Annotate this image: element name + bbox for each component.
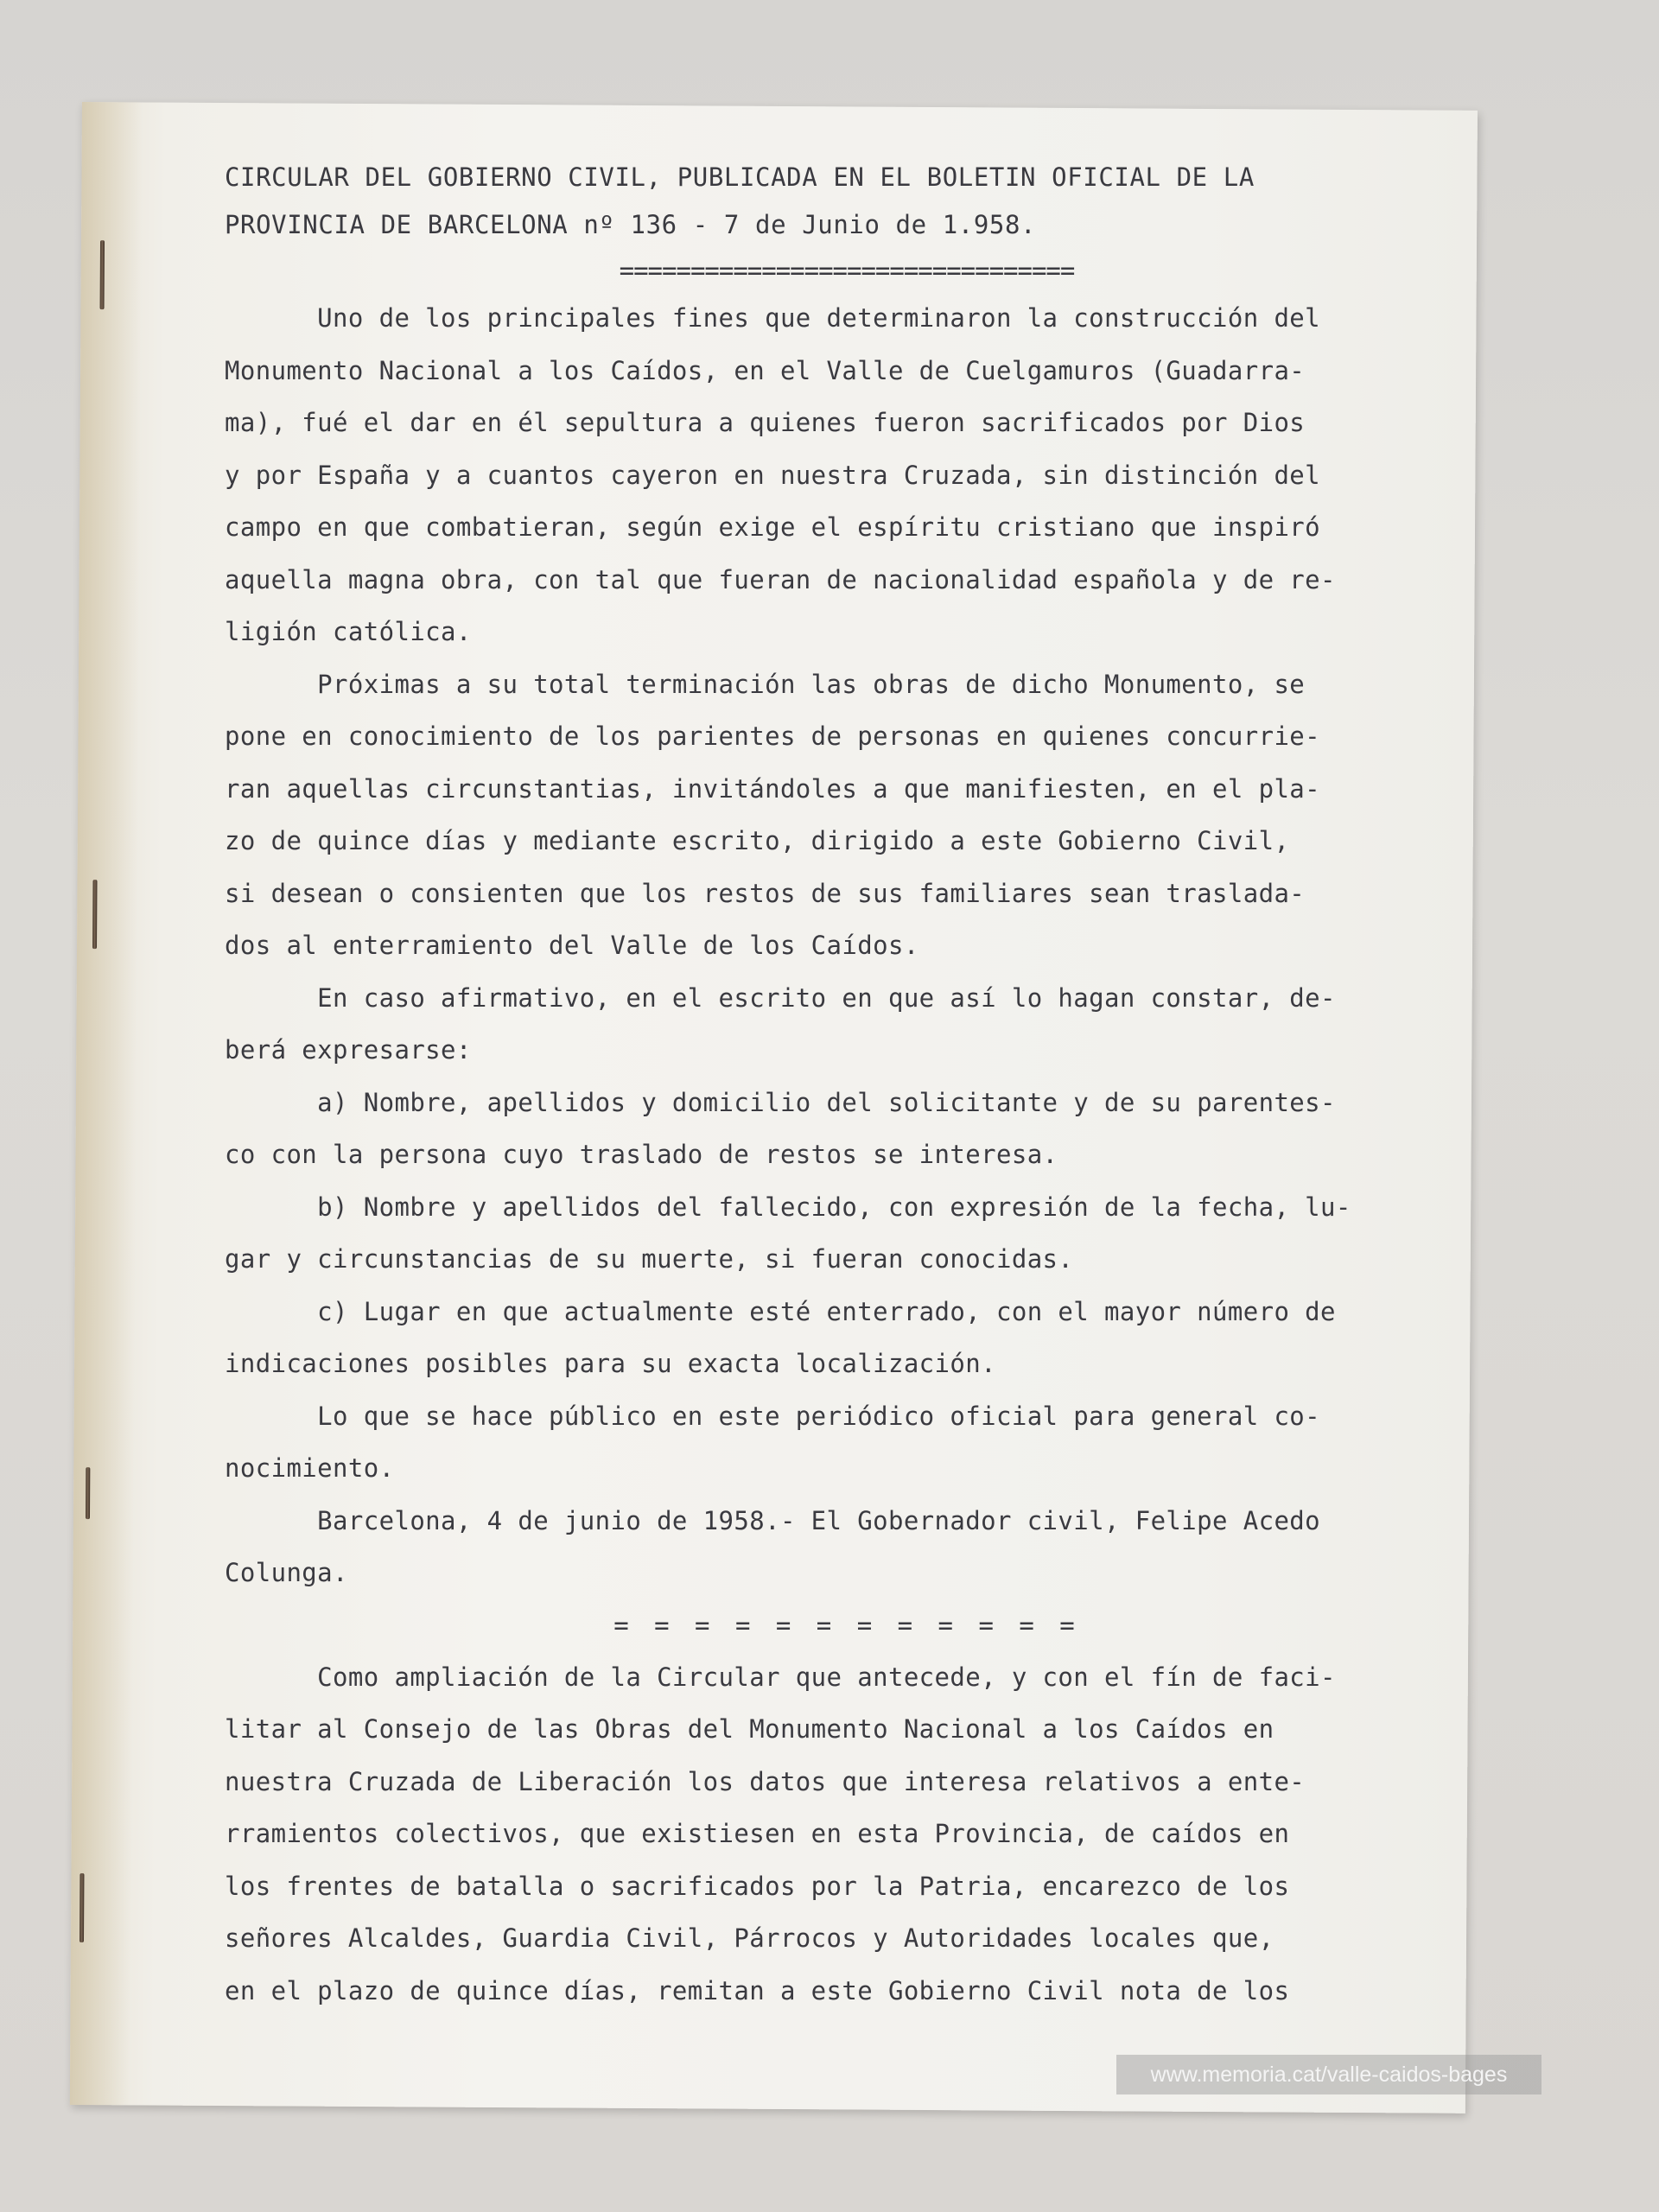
text-line: nuestra Cruzada de Liberación los datos que interesa relativos a ente- — [225, 1766, 1306, 1796]
text-line: ligión católica. — [225, 617, 472, 646]
text-line: nocimiento. — [225, 1453, 395, 1483]
paragraph — [225, 972, 1469, 1077]
paragraph — [225, 658, 1469, 972]
text-line: dos al enterramiento del Valle de los Caídos. — [225, 931, 919, 960]
paragraph — [225, 1651, 1469, 2018]
text-line: y por España y a cuantos cayeron en nuestra Cruzada, sin distinción del — [225, 460, 1321, 490]
paragraph — [225, 1390, 1469, 1495]
text-line: gar y circunstancias de su muerte, si fueran conocidas. — [225, 1244, 1074, 1274]
text-line: b) Nombre y apellidos del fallecido, con expresión de la fecha, lu- — [225, 1192, 1351, 1222]
source-watermark: www.memoria.cat/valle-caidos-bages — [1116, 2055, 1541, 2094]
paragraph — [225, 1495, 1469, 1599]
divider-rule: ================================ — [619, 256, 1075, 285]
text-line: co con la persona cuyo traslado de restos se interesa. — [225, 1140, 1058, 1169]
text-line: pone en conocimiento de los parientes de personas en quienes concurrie- — [225, 721, 1321, 751]
title-line: PROVINCIA DE BARCELONA nº 136 - 7 de Junio de 1.958. — [225, 210, 1037, 239]
staple — [86, 1467, 90, 1519]
text-line: ma), fué el dar en él sepultura a quienes fueron sacrificados por Dios — [225, 408, 1306, 437]
text-line: Monumento Nacional a los Caídos, en el Valle de Cuelgamuros (Guadarra- — [225, 355, 1306, 385]
divider-rule: = = = = = = = = = = = = — [613, 1610, 1080, 1640]
text-line: Próximas a su total terminación las obras de dicho Monumento, se — [225, 669, 1306, 699]
text-line: litar al Consejo de las Obras del Monumento Nacional a los Caídos en — [225, 1714, 1274, 1744]
paragraph — [225, 292, 1469, 658]
text-line: ran aquellas circunstantias, invitándoles a que manifiesten, en el pla- — [225, 773, 1321, 804]
text-line: Colunga. — [225, 1558, 348, 1587]
text-line: En caso afirmativo, en el escrito en que así lo hagan constar, de- — [225, 982, 1336, 1013]
staple — [79, 1873, 84, 1942]
document-text — [225, 154, 1469, 2017]
text-line: c) Lugar en que actualmente esté enterrado, con el mayor número de — [225, 1296, 1336, 1326]
text-line: los frentes de batalla o sacrificados por la Patria, encarezco de los — [225, 1871, 1290, 1901]
paragraph — [225, 1286, 1469, 1390]
title-line: CIRCULAR DEL GOBIERNO CIVIL, PUBLICADA EN EL BOLETIN OFICIAL DE LA — [225, 162, 1255, 192]
paragraph — [225, 1077, 1469, 1181]
text-line: a) Nombre, apellidos y domicilio del solicitante y de su parentes- — [225, 1087, 1336, 1117]
text-line: Como ampliación de la Circular que antecede, y con el fín de faci- — [225, 1662, 1336, 1692]
text-line: Lo que se hace público en este periódico oficial para general co- — [225, 1401, 1321, 1431]
paragraph — [225, 1181, 1469, 1286]
text-line: Uno de los principales fines que determinaron la construcción del — [225, 303, 1321, 333]
staple — [100, 240, 105, 309]
text-line: señores Alcaldes, Guardia Civil, Párrocos y Autoridades locales que, — [225, 1923, 1274, 1953]
text-line: berá expresarse: — [225, 1035, 472, 1065]
text-line: zo de quince días y mediante escrito, dirigido a este Gobierno Civil, — [225, 826, 1290, 855]
text-line: aquella magna obra, con tal que fueran de nacionalidad española y de re- — [225, 564, 1336, 594]
body-paragraphs-continued — [225, 1651, 1469, 2018]
text-line: campo en que combatieran, según exige el espíritu cristiano que inspiró — [225, 512, 1321, 542]
body-paragraphs — [225, 292, 1469, 1599]
text-line: en el plazo de quince días, remitan a este Gobierno Civil nota de los — [225, 1975, 1290, 2005]
text-line: si desean o consienten que los restos de sus familiares sean traslada- — [225, 878, 1306, 908]
staple — [92, 880, 97, 949]
text-line: indicaciones posibles para su exacta localización. — [225, 1349, 996, 1378]
text-line: rramientos colectivos, que existiesen en esta Provincia, de caídos en — [225, 1819, 1290, 1848]
document-title — [225, 154, 1469, 249]
text-line: Barcelona, 4 de junio de 1958.- El Gobernador civil, Felipe Acedo — [225, 1505, 1321, 1535]
